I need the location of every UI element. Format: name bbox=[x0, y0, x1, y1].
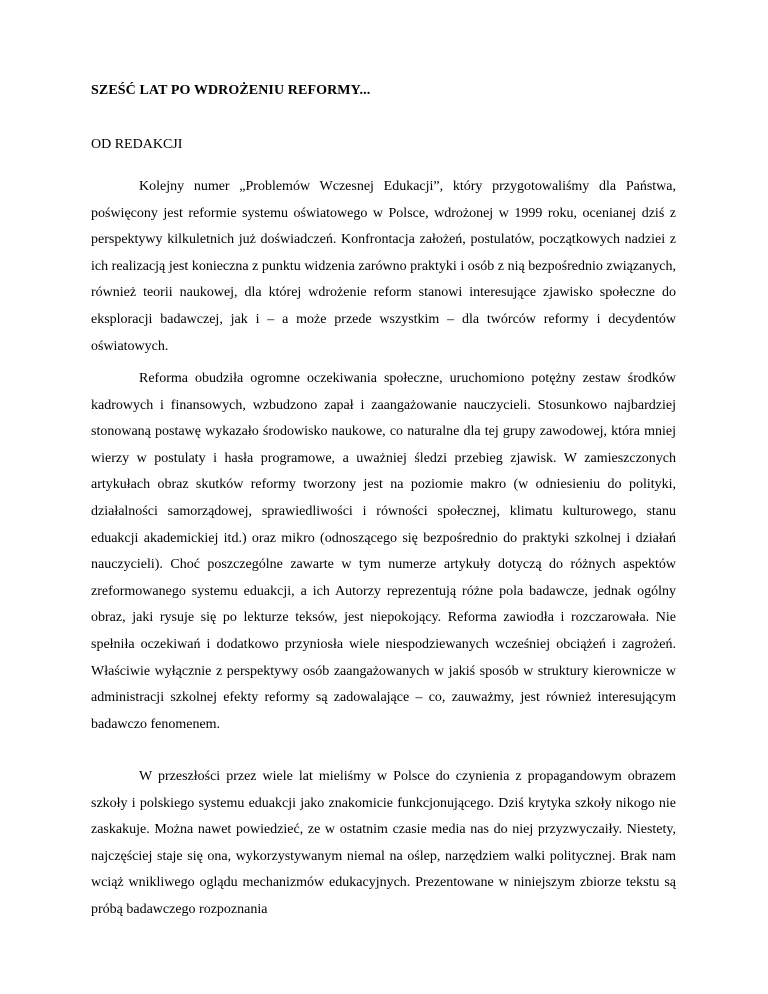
document-title: SZEŚĆ LAT PO WDROŻENIU REFORMY... bbox=[91, 83, 371, 98]
paragraph-3: W przeszłości przez wiele lat mieliśmy w Polsce do czynienia z propagandowym obrazem szkoły i polskiego systemu eduakcji jako znakomicie funkcjonującego. Dziś krytyka szkoły nikogo nie zaskakuje. Można nawet powiedzieć, ze w ostatnim czasie media nas do niej przyzwyczaiły. Niestety, najczęściej staje się ona, wykorzystywanym niemal na oślep, narzędziem walki politycznej. Brak nam wciąż wnikliwego oglądu mechanizmów edukacyjnych. Prezentowane w niniejszym zbiorze tekstu są próbą badawczego rozpoznania bbox=[91, 769, 676, 917]
section-heading: OD REDAKCJI bbox=[91, 137, 183, 152]
paragraph-1: Kolejny numer „Problemów Wczesnej Edukacji”, który przygotowaliśmy dla Państwa, poświęcony jest reformie systemu oświatowego w Polsce, wdrożonej w 1999 roku, ocenianej dziś z perspektywy kilkuletnich już doświadczeń. Konfrontacja założeń, postulatów, początkowych nadziei z ich realizacją jest konieczna z punktu widzenia zarówno praktyki i osób z nią bezpośrednio związanych, również teorii naukowej, dla której wdrożenie reform stanowi interesujące zjawisko społeczne do eksploracji badawczej, jak i – a może przede wszystkim – dla twórców reformy i decydentów oświatowych. bbox=[91, 179, 676, 354]
paragraph-2: Reforma obudziła ogromne oczekiwania społeczne, uruchomiono potężny zestaw środków kadrowych i finansowych, wzbudzono zapał i zaangażowanie nauczycieli. Stosunkowo najbardziej stonowaną postawę wykazało środowisko naukowe, co naturalne dla tej grupy zawodowej, która mniej wierzy w postulaty i hasła programowe, a uważniej śledzi przebieg zjawisk. W zamieszczonych artykułach obraz skutków reformy tworzony jest na poziomie makro (w odniesieniu do polityki, działalności samorządowej, sprawiedliwości i równości społecznej, klimatu kulturowego, stanu eduakcji akademickiej itd.) oraz mikro (odnoszącego się bezpośrednio do praktyki szkolnej i działań nauczycieli). Choć poszczególne zawarte w tym numerze artykuły dotyczą do różnych aspektów zreformowanego systemu eduakcji, a ich Autorzy reprezentują różne pola badawcze, jednak ogólny obraz, jaki rysuje się po lekturze teksów, jest niepokojący. Reforma zawiodła i rozczarowała. Nie spełniła oczekiwań i dodatkowo przyniosła wiele niespodziewanych wcześniej obciążeń i zagrożeń. Właściwie wyłącznie z perspektywy osób zaangażowanych w jakiś sposób w struktury kierownicze w administracji szkolnej efekty reformy są zadowalające – co, zauważmy, jest również interesującym badawczo fenomenem. bbox=[91, 371, 676, 732]
